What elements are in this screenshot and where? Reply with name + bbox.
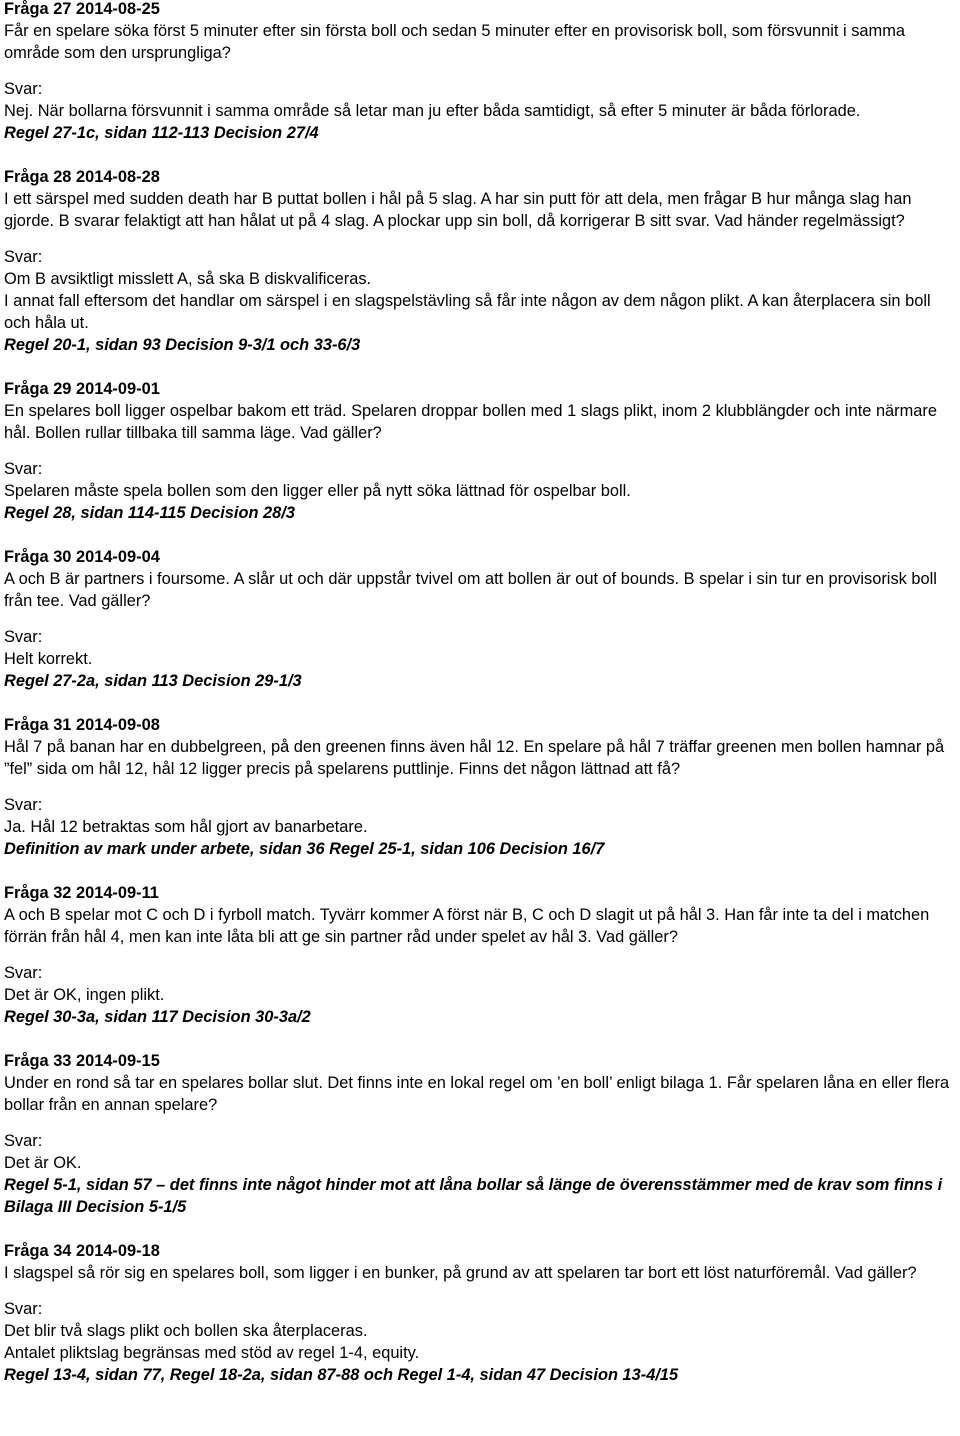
question-heading: Fråga 32 2014-09-11: [4, 884, 159, 902]
question-heading: Fråga 28 2014-08-28: [4, 168, 160, 186]
answer-label: Svar:: [4, 248, 43, 266]
question-heading: Fråga 30 2014-09-04: [4, 548, 160, 566]
answer-label: Svar:: [4, 628, 43, 646]
question-block: [4, 882, 960, 1028]
answer-text: I annat fall eftersom det handlar om särspel i en slagspelstävling så får inte någon av dem någon plikt. A kan återplacera sin boll och håla ut.: [4, 292, 931, 332]
answer-text: Nej. När bollarna försvunnit i samma område så letar man ju efter båda samtidigt, så efter 5 minuter är båda förlorade.: [4, 102, 861, 120]
answer-label: Svar:: [4, 964, 43, 982]
rule-reference: Regel 27-1c, sidan 112-113 Decision 27/4: [4, 124, 319, 142]
answer-text: Det är OK, ingen plikt.: [4, 986, 165, 1004]
answer-text: Spelaren måste spela bollen som den ligger eller på nytt söka lättnad för ospelbar boll.: [4, 482, 631, 500]
rule-reference: Definition av mark under arbete, sidan 36 Regel 25-1, sidan 106 Decision 16/7: [4, 840, 605, 858]
question-text: A och B spelar mot C och D i fyrboll match. Tyvärr kommer A först när B, C och D slagit ut på hål 3. Han får inte ta del i matchen förrän från hål 4, men kan inte låta bli att ge sin partner råd under spelet av hål 3. Vad gäller?: [4, 906, 930, 946]
answer-label: Svar:: [4, 1132, 43, 1150]
question-block: [4, 714, 960, 860]
answer-label: Svar:: [4, 460, 43, 478]
answer-text: Ja. Hål 12 betraktas som hål gjort av banarbetare.: [4, 818, 368, 836]
question-text: En spelares boll ligger ospelbar bakom ett träd. Spelaren droppar bollen med 1 slags plikt, inom 2 klubblängder och inte närmare hål. Bollen rullar tillbaka till samma läge. Vad gäller?: [4, 402, 937, 442]
question-heading: Fråga 29 2014-09-01: [4, 380, 160, 398]
question-heading: Fråga 33 2014-09-15: [4, 1052, 160, 1070]
answer-text: Det är OK.: [4, 1154, 82, 1172]
rule-reference: Regel 13-4, sidan 77, Regel 18-2a, sidan 87-88 och Regel 1-4, sidan 47 Decision 13-4/15: [4, 1366, 679, 1384]
question-block: [4, 378, 960, 524]
answer-label: Svar:: [4, 1300, 43, 1318]
question-text: A och B är partners i foursome. A slår ut och där uppstår tvivel om att bollen är out of bounds. B spelar i sin tur en provisorisk boll från tee. Vad gäller?: [4, 570, 937, 610]
question-text: Under en rond så tar en spelares bollar slut. Det finns inte en lokal regel om ’en boll’ enligt bilaga 1. Får spelaren låna en eller flera bollar från en annan spelare?: [4, 1074, 950, 1114]
question-text: I ett särspel med sudden death har B puttat bollen i hål på 5 slag. A har sin putt för att dela, men frågar B hur många slag han gjorde. B svarar felaktigt att han hålat ut på 4 slag. A plockar upp sin boll, då korrigerar B sitt svar. Vad händer regelmässigt?: [4, 190, 912, 230]
question-block: [4, 1050, 960, 1218]
answer-text: Det blir två slags plikt och bollen ska återplaceras.: [4, 1322, 368, 1340]
answer-text: Helt korrekt.: [4, 650, 93, 668]
question-block: [4, 0, 960, 144]
rule-reference: Regel 27-2a, sidan 113 Decision 29-1/3: [4, 672, 302, 690]
question-text: Hål 7 på banan har en dubbelgreen, på den greenen finns även hål 12. En spelare på hål 7 träffar greenen men bollen hamnar på ”fel” sida om hål 12, hål 12 ligger precis på spelarens puttlinje. Finns det någon lättnad att få?: [4, 738, 945, 778]
answer-label: Svar:: [4, 80, 43, 98]
rule-reference: Regel 5-1, sidan 57 – det finns inte något hinder mot att låna bollar så länge de överensstämmer med de krav som finns i Bilaga III Decision 5-1/5: [4, 1176, 943, 1216]
rule-reference: Regel 20-1, sidan 93 Decision 9-3/1 och 33-6/3: [4, 336, 361, 354]
answer-text: Antalet pliktslag begränsas med stöd av regel 1-4, equity.: [4, 1344, 420, 1362]
question-block: [4, 166, 960, 356]
question-block: [4, 546, 960, 692]
rule-reference: Regel 28, sidan 114-115 Decision 28/3: [4, 504, 295, 522]
answer-label: Svar:: [4, 796, 43, 814]
rule-reference: Regel 30-3a, sidan 117 Decision 30-3a/2: [4, 1008, 311, 1026]
answer-text: Om B avsiktligt misslett A, så ska B diskvalificeras.: [4, 270, 372, 288]
question-heading: Fråga 31 2014-09-08: [4, 716, 160, 734]
question-text: I slagspel så rör sig en spelares boll, som ligger i en bunker, på grund av att spelaren tar bort ett löst naturföremål. Vad gäller?: [4, 1264, 917, 1282]
question-text: Får en spelare söka först 5 minuter efter sin första boll och sedan 5 minuter efter en provisorisk boll, som försvunnit i samma område som den ursprungliga?: [4, 22, 905, 62]
question-heading: Fråga 34 2014-09-18: [4, 1242, 160, 1260]
question-block: [4, 1240, 960, 1386]
question-heading: Fråga 27 2014-08-25: [4, 0, 160, 18]
